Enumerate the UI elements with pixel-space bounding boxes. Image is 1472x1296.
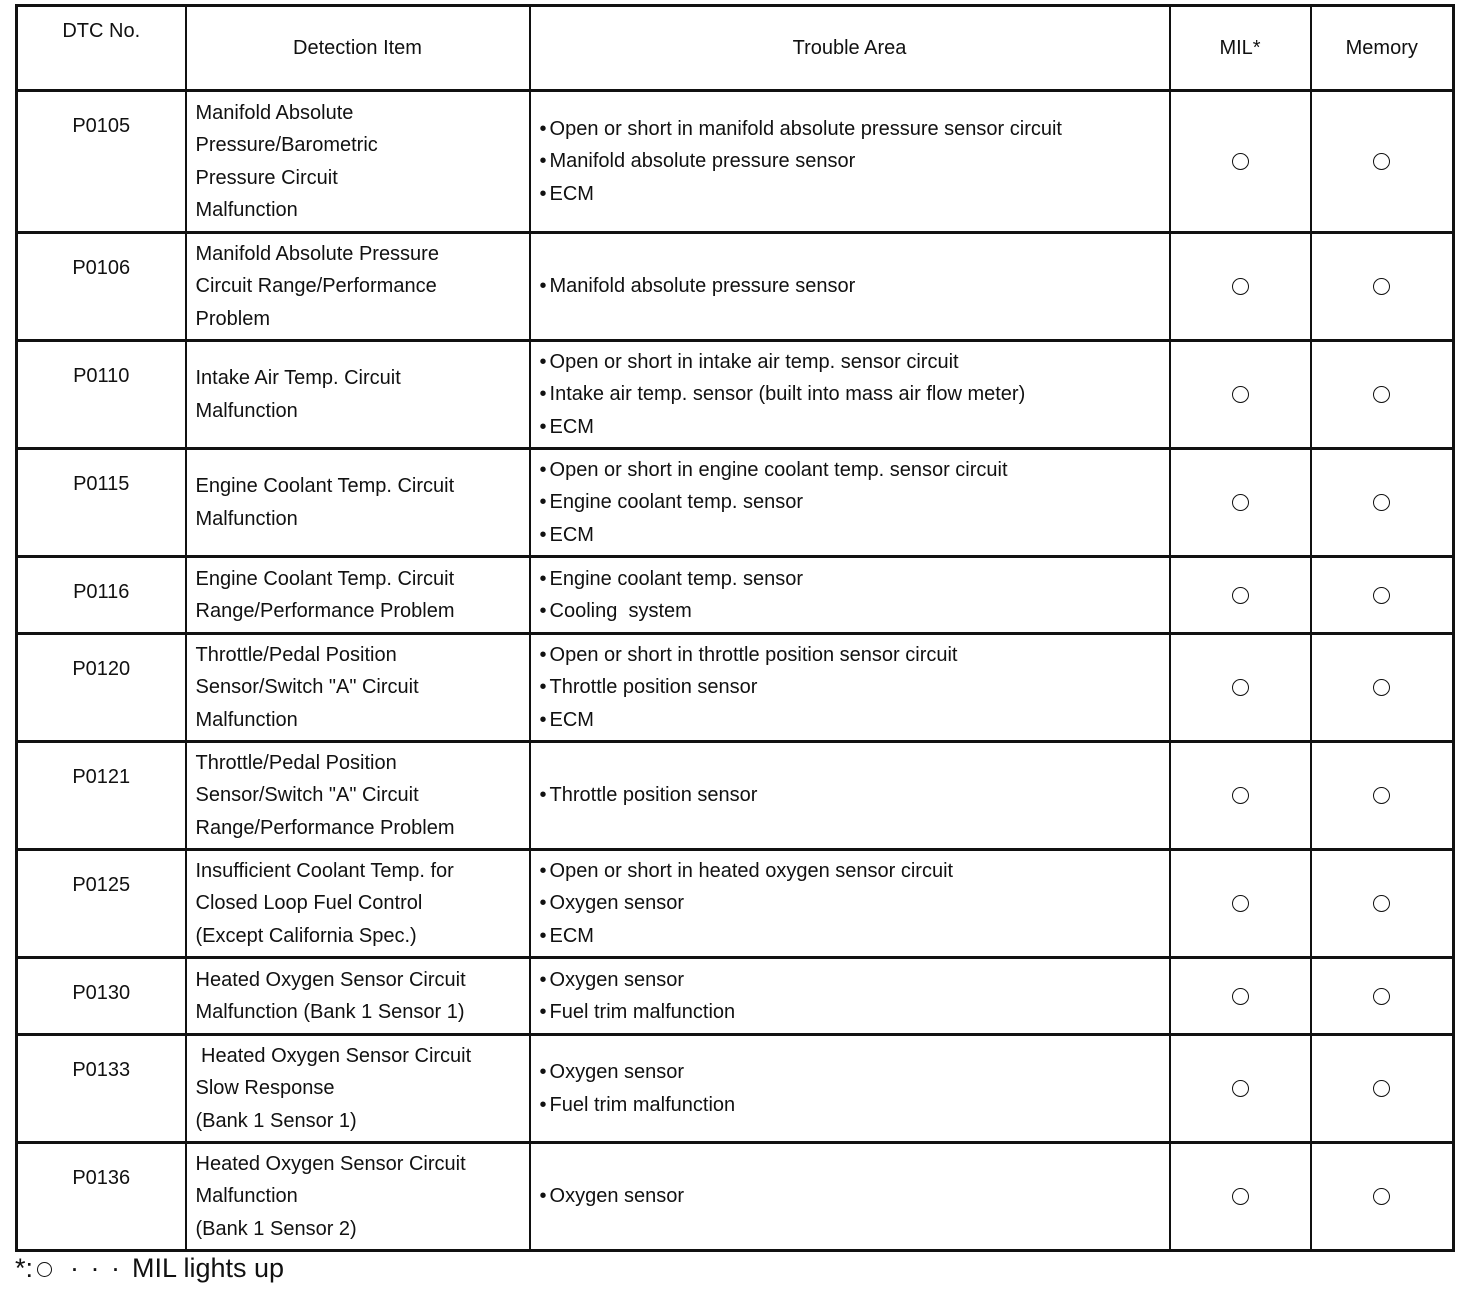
detection-item	[186, 233, 530, 341]
detection-item-line: (Bank 1 Sensor 1)	[195, 1109, 357, 1132]
trouble-area-item: • Manifold absolute pressure sensor	[540, 145, 1169, 178]
trouble-area-item: • Throttle position sensor	[540, 671, 1169, 704]
dtc-code: P0105	[17, 91, 186, 233]
detection-item-line: Pressure/Barometric	[195, 134, 378, 156]
detection-item-line: Sensor/Switch "A" Circuit	[195, 784, 419, 807]
detection-item	[186, 634, 530, 742]
trouble-area-item: • Cooling system	[540, 595, 1169, 628]
trouble-area	[530, 850, 1170, 958]
trouble-area-item: • Open or short in manifold absolute pressure sensor circuit	[540, 113, 1169, 146]
trouble-area-item: • Intake air temp. sensor (built into mass air flow meter)	[540, 378, 1169, 411]
table-row	[17, 341, 1454, 449]
circle-icon	[1232, 1188, 1249, 1205]
detection-item-line: Malfunction	[195, 199, 298, 221]
memory-cell	[1311, 341, 1454, 449]
mil-cell	[1170, 341, 1311, 449]
trouble-area-item: • Open or short in throttle position sensor circuit	[540, 639, 1169, 672]
circle-icon	[1232, 988, 1249, 1005]
memory-cell	[1311, 1143, 1454, 1251]
mil-cell	[1170, 850, 1311, 958]
memory-cell	[1311, 958, 1454, 1035]
detection-item-line: Heated Oxygen Sensor Circuit	[195, 1044, 472, 1067]
trouble-area-item: • Oxygen sensor	[540, 1180, 1169, 1213]
detection-item-line: Manifold Absolute	[195, 101, 354, 124]
memory-cell	[1311, 91, 1454, 233]
detection-item-line: Insufficient Coolant Temp. for	[195, 859, 454, 882]
trouble-area-item: • Open or short in heated oxygen sensor circuit	[540, 855, 1169, 888]
mil-cell	[1170, 233, 1311, 341]
circle-icon	[1232, 278, 1249, 295]
trouble-area-item: • Manifold absolute pressure sensor	[540, 270, 1169, 303]
detection-item-line: Malfunction (Bank 1 Sensor 1)	[195, 1001, 465, 1023]
mil-cell	[1170, 557, 1311, 634]
detection-item-line: Engine Coolant Temp. Circuit	[195, 475, 455, 497]
circle-icon	[1373, 386, 1390, 403]
mil-cell	[1170, 1143, 1311, 1251]
detection-item-line: Problem	[195, 307, 270, 330]
header-mil: MIL*	[1170, 6, 1311, 91]
table-row	[17, 634, 1454, 742]
detection-item-line: Malfunction	[195, 399, 298, 422]
memory-cell	[1311, 634, 1454, 742]
detection-item	[186, 341, 530, 449]
detection-item	[186, 850, 530, 958]
circle-icon	[1232, 153, 1249, 170]
footnote-text: MIL lights up	[132, 1253, 285, 1283]
trouble-area-item: • Fuel trim malfunction	[540, 996, 1169, 1029]
detection-item-line: Sensor/Switch "A" Circuit	[195, 676, 419, 699]
circle-icon	[1373, 278, 1390, 295]
detection-item	[186, 449, 530, 557]
circle-icon	[1373, 1188, 1390, 1205]
mil-cell	[1170, 958, 1311, 1035]
trouble-area-item: • Oxygen sensor	[540, 1056, 1169, 1089]
trouble-area	[530, 449, 1170, 557]
detection-item-line: Malfunction	[195, 507, 298, 530]
dtc-code: P0106	[17, 233, 186, 341]
circle-icon	[1232, 679, 1249, 696]
table-row	[17, 91, 1454, 233]
detection-item-line: Throttle/Pedal Position	[195, 643, 397, 666]
trouble-area-item: • ECM	[540, 519, 1169, 552]
header-trouble-area: Trouble Area	[530, 6, 1170, 91]
header-dtc-no: DTC No.	[17, 6, 186, 91]
trouble-area	[530, 557, 1170, 634]
circle-icon	[1232, 1080, 1249, 1097]
trouble-area	[530, 1143, 1170, 1251]
dtc-code: P0125	[17, 850, 186, 958]
circle-icon	[1232, 386, 1249, 403]
circle-icon	[1373, 895, 1390, 912]
table-row	[17, 850, 1454, 958]
memory-cell	[1311, 557, 1454, 634]
circle-icon	[1232, 787, 1249, 804]
trouble-area-item: • ECM	[540, 920, 1169, 953]
dtc-code: P0110	[17, 341, 186, 449]
detection-item-line: Pressure Circuit	[195, 166, 338, 189]
dtc-code: P0115	[17, 449, 186, 557]
dtc-code: P0121	[17, 742, 186, 850]
trouble-area-item: • ECM	[540, 178, 1169, 211]
circle-icon	[1373, 679, 1390, 696]
trouble-area-item: • Fuel trim malfunction	[540, 1089, 1169, 1122]
trouble-area-item: • Throttle position sensor	[540, 779, 1169, 812]
dtc-code: P0120	[17, 634, 186, 742]
trouble-area-item: • Engine coolant temp. sensor	[540, 486, 1169, 519]
dtc-code: P0130	[17, 958, 186, 1035]
detection-item	[186, 742, 530, 850]
circle-icon	[1373, 1080, 1390, 1097]
table-row	[17, 958, 1454, 1035]
footnote	[15, 1251, 284, 1285]
detection-item-line: Manifold Absolute Pressure	[195, 242, 439, 265]
memory-cell	[1311, 850, 1454, 958]
detection-item-line: Heated Oxygen Sensor Circuit	[195, 968, 466, 991]
detection-item-line: Slow Response	[195, 1077, 335, 1100]
header-row	[17, 6, 1454, 91]
detection-item	[186, 1143, 530, 1251]
footnote-marker: *:	[15, 1253, 34, 1283]
detection-item-line: Malfunction	[195, 708, 298, 731]
dtc-code: P0116	[17, 557, 186, 634]
detection-item-line: (Except California Spec.)	[195, 924, 417, 947]
circle-icon	[1373, 153, 1390, 170]
memory-cell	[1311, 449, 1454, 557]
detection-item-line: Malfunction	[195, 1185, 298, 1208]
table-row	[17, 449, 1454, 557]
trouble-area	[530, 91, 1170, 233]
trouble-area-item: • Open or short in intake air temp. sensor circuit	[540, 346, 1169, 379]
detection-item-line: Intake Air Temp. Circuit	[195, 367, 401, 389]
circle-icon	[1232, 494, 1249, 511]
dtc-table	[15, 4, 1455, 1252]
circle-icon	[1373, 494, 1390, 511]
dtc-code: P0136	[17, 1143, 186, 1251]
memory-cell	[1311, 1035, 1454, 1143]
table-row	[17, 742, 1454, 850]
mil-cell	[1170, 634, 1311, 742]
detection-item-line: Heated Oxygen Sensor Circuit	[195, 1152, 466, 1175]
detection-item-line: Throttle/Pedal Position	[195, 751, 397, 774]
table-row	[17, 233, 1454, 341]
footnote-dots: · · ·	[70, 1253, 122, 1283]
circle-icon	[1373, 787, 1390, 804]
trouble-area-item: • Open or short in engine coolant temp. sensor circuit	[540, 454, 1169, 487]
circle-icon	[1232, 895, 1249, 912]
mil-cell	[1170, 1035, 1311, 1143]
trouble-area	[530, 233, 1170, 341]
detection-item	[186, 557, 530, 634]
circle-icon	[1373, 988, 1390, 1005]
detection-item-line: Range/Performance Problem	[195, 816, 455, 839]
trouble-area-item: • ECM	[540, 411, 1169, 444]
detection-item-line: Engine Coolant Temp. Circuit	[195, 567, 455, 590]
trouble-area	[530, 634, 1170, 742]
mil-cell	[1170, 91, 1311, 233]
trouble-area-item: • Oxygen sensor	[540, 964, 1169, 997]
detection-item-line: Circuit Range/Performance	[195, 275, 437, 298]
table-row	[17, 1035, 1454, 1143]
detection-item	[186, 91, 530, 233]
trouble-area	[530, 1035, 1170, 1143]
mil-cell	[1170, 742, 1311, 850]
detection-item	[186, 1035, 530, 1143]
dtc-table-container	[15, 4, 1452, 1252]
trouble-area-item: • Engine coolant temp. sensor	[540, 563, 1169, 596]
memory-cell	[1311, 742, 1454, 850]
header-detection-item: Detection Item	[186, 6, 530, 91]
table-row	[17, 1143, 1454, 1251]
detection-item-line: Range/Performance Problem	[195, 600, 455, 622]
trouble-area	[530, 958, 1170, 1035]
trouble-area	[530, 742, 1170, 850]
header-memory: Memory	[1311, 6, 1454, 91]
circle-icon	[37, 1262, 52, 1277]
circle-icon	[1373, 587, 1390, 604]
dtc-code: P0133	[17, 1035, 186, 1143]
trouble-area-item: • Oxygen sensor	[540, 887, 1169, 920]
detection-item-line: Closed Loop Fuel Control	[195, 892, 423, 915]
circle-icon	[1232, 587, 1249, 604]
table-row	[17, 557, 1454, 634]
memory-cell	[1311, 233, 1454, 341]
detection-item	[186, 958, 530, 1035]
trouble-area-item: • ECM	[540, 704, 1169, 737]
detection-item-line: (Bank 1 Sensor 2)	[195, 1217, 357, 1240]
trouble-area	[530, 341, 1170, 449]
mil-cell	[1170, 449, 1311, 557]
dtc-table-body	[17, 91, 1454, 1251]
